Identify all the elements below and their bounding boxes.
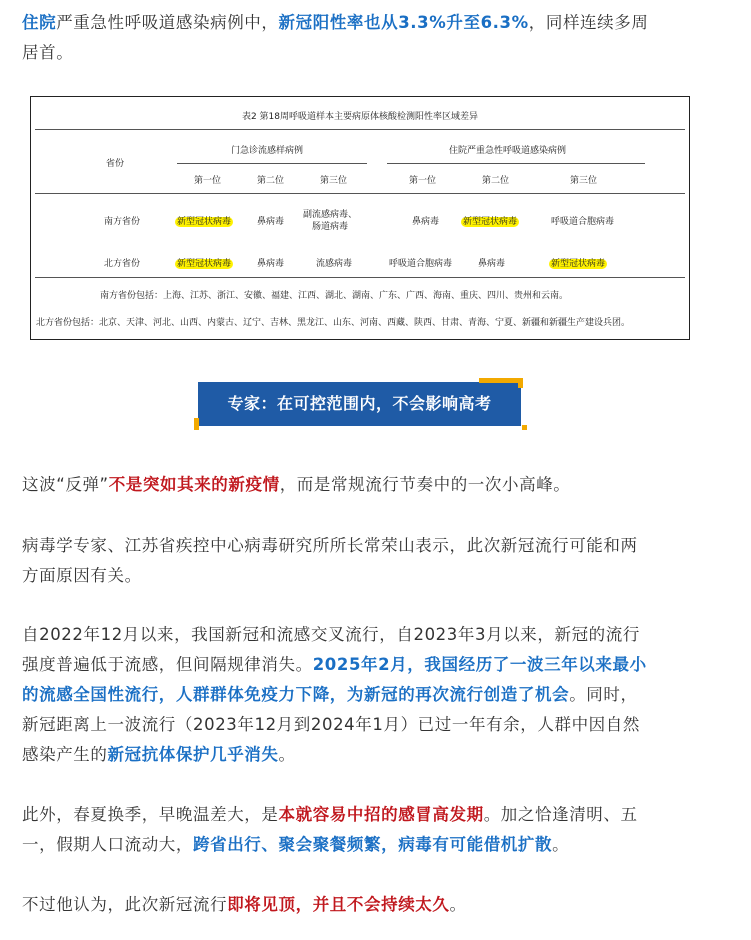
row-south-out-3-line1: 副流感病毒、 — [303, 210, 358, 220]
row-north-out-2: 鼻病毒 — [257, 259, 285, 269]
paragraph-rebound — [22, 470, 732, 500]
pathogen-table-figure — [30, 96, 690, 340]
section-banner — [198, 382, 528, 432]
p4-line-2-text: 一，假期人口流动大， — [22, 835, 193, 854]
intro-emphasis-rate: 新冠阳性率也从3.3%升至6.3% — [278, 13, 529, 32]
p4-line-1 — [22, 800, 732, 830]
p5-text: 不过他认为，此次新冠流行 — [22, 895, 228, 914]
row-south-in-3: 呼吸道合胞病毒 — [551, 217, 615, 227]
row-south-in-1: 鼻病毒 — [412, 217, 440, 227]
p1-text: 这波“反弹” — [22, 475, 109, 494]
p3-line-1: 自2022年12月以来，我国新冠和流感交叉流行，自2023年3月以来，新冠的流行 — [22, 625, 640, 644]
row-north-province: 北方省份 — [104, 259, 141, 269]
rank-header: 第三位 — [570, 176, 598, 186]
p2-line-1: 病毒学专家、江苏省疾控中心病毒研究所所长常荣山表示，此次新冠流行可能和两 — [22, 536, 638, 555]
highlight-covid: 新型冠状病毒 — [177, 217, 232, 227]
row-south-out-1 — [175, 216, 233, 228]
row-north-in-3 — [549, 258, 607, 270]
p3-emphasis-antibody: 新冠抗体保护几乎消失 — [107, 745, 279, 764]
south-provinces-note: 南方省份包括：上海、江苏、浙江、安徽、福建、江西、湖北、湖南、广东、广西、海南、重庆、四川、贵州和云南。 — [100, 291, 569, 301]
paragraph-season — [22, 800, 732, 860]
row-south-province: 南方省份 — [104, 217, 141, 227]
p4-line-2-tail: 。 — [552, 835, 570, 854]
p3-line-5 — [22, 740, 732, 770]
row-north-in-2: 鼻病毒 — [478, 259, 506, 269]
p4-line-2 — [22, 830, 732, 860]
p3-line-5-tail: 。 — [278, 745, 296, 764]
highlight-covid: 新型冠状病毒 — [463, 217, 518, 227]
p5-emphasis: 即将见顶，并且不会持续太久 — [227, 895, 450, 914]
table-title: 表2 第18周呼吸道样本主要病原体核酸检测阳性率区域差异 — [241, 112, 479, 122]
row-north-out-1 — [175, 258, 233, 270]
group-header-inpatient: 住院严重急性呼吸道感染病例 — [449, 146, 567, 156]
intro-emphasis-inpatient: 住院 — [22, 13, 57, 32]
section-heading: 专家：在可控范围内，不会影响高考 — [227, 394, 492, 413]
p4-line-1-tail: 。加之恰逢清明、五 — [483, 805, 638, 824]
p3-emphasis-flu-cont: 的流感全国性流行，人群群体免疫力下降，为新冠的再次流行创造了机会 — [22, 685, 570, 704]
col-header-province: 省份 — [106, 159, 125, 169]
banner-accent-bottom — [522, 425, 527, 430]
row-south-in-2 — [461, 216, 519, 228]
row-north-in-1: 呼吸道合胞病毒 — [389, 259, 453, 269]
p3-line-2-text: 强度普遍低于流感，但间隔规律消失。 — [22, 655, 313, 674]
north-provinces-note: 北方省份包括：北京、天津、河北、山西、内蒙古、辽宁、吉林、黑龙江、山东、河南、西藏、陕西、甘肃、青海、宁夏、新疆和新疆生产建设兵团。 — [36, 318, 631, 328]
row-south-out-2: 鼻病毒 — [257, 217, 285, 227]
p4-line-1-text: 此外，春夏换季，早晚温差大，是 — [22, 805, 279, 824]
intro-text-tail: ，同样连续多周 — [528, 13, 649, 32]
rank-header: 第一位 — [409, 176, 437, 186]
rank-header: 第二位 — [482, 176, 510, 186]
intro-line-2: 居首。 — [22, 43, 74, 62]
p3-line-3 — [22, 680, 732, 710]
intro-paragraph — [22, 8, 732, 68]
p3-emphasis-flu: 2025年2月，我国经历了一波三年以来最小 — [312, 655, 647, 674]
group-header-outpatient: 门急诊流感样病例 — [231, 146, 304, 156]
highlight-covid: 新型冠状病毒 — [551, 259, 606, 269]
row-south-out-3-line2: 肠道病毒 — [312, 222, 349, 232]
p4-emphasis-cold: 本就容易中招的感冒高发期 — [278, 805, 484, 824]
p1-emphasis: 不是突如其来的新疫情 — [108, 475, 280, 494]
intro-text: 严重急性呼吸道感染病例中， — [56, 13, 279, 32]
row-north-out-3: 流感病毒 — [316, 259, 353, 269]
rank-header: 第二位 — [257, 176, 285, 186]
p2-line-2: 方面原因有关。 — [22, 566, 142, 585]
header-bottom-rule — [35, 193, 685, 194]
paragraph-outlook — [22, 890, 732, 920]
group-rule-outpatient — [177, 163, 367, 164]
highlight-covid: 新型冠状病毒 — [177, 259, 232, 269]
body-bottom-rule — [35, 277, 685, 278]
p3-line-5-text: 感染产生的 — [22, 745, 108, 764]
p3-line-2 — [22, 650, 732, 680]
group-rule-inpatient — [387, 163, 645, 164]
paragraph-immunity — [22, 620, 732, 770]
p4-emphasis-travel: 跨省出行、聚会聚餐频繁，病毒有可能借机扩散 — [193, 835, 553, 854]
rank-header: 第一位 — [194, 176, 222, 186]
rank-header: 第三位 — [320, 176, 348, 186]
p3-line-3-tail: 。同时， — [569, 685, 638, 704]
paragraph-expert — [22, 531, 732, 591]
p3-line-4: 新冠距离上一波流行（2023年12月到2024年1月）已过一年有余，人群中因自然 — [22, 715, 640, 734]
row-south-out-3 — [303, 209, 357, 233]
intro-line-1 — [22, 8, 732, 38]
p1-text-tail: ，而是常规流行节奏中的一次小高峰。 — [279, 475, 571, 494]
table-top-rule — [35, 129, 685, 130]
p5-text-tail: 。 — [449, 895, 467, 914]
